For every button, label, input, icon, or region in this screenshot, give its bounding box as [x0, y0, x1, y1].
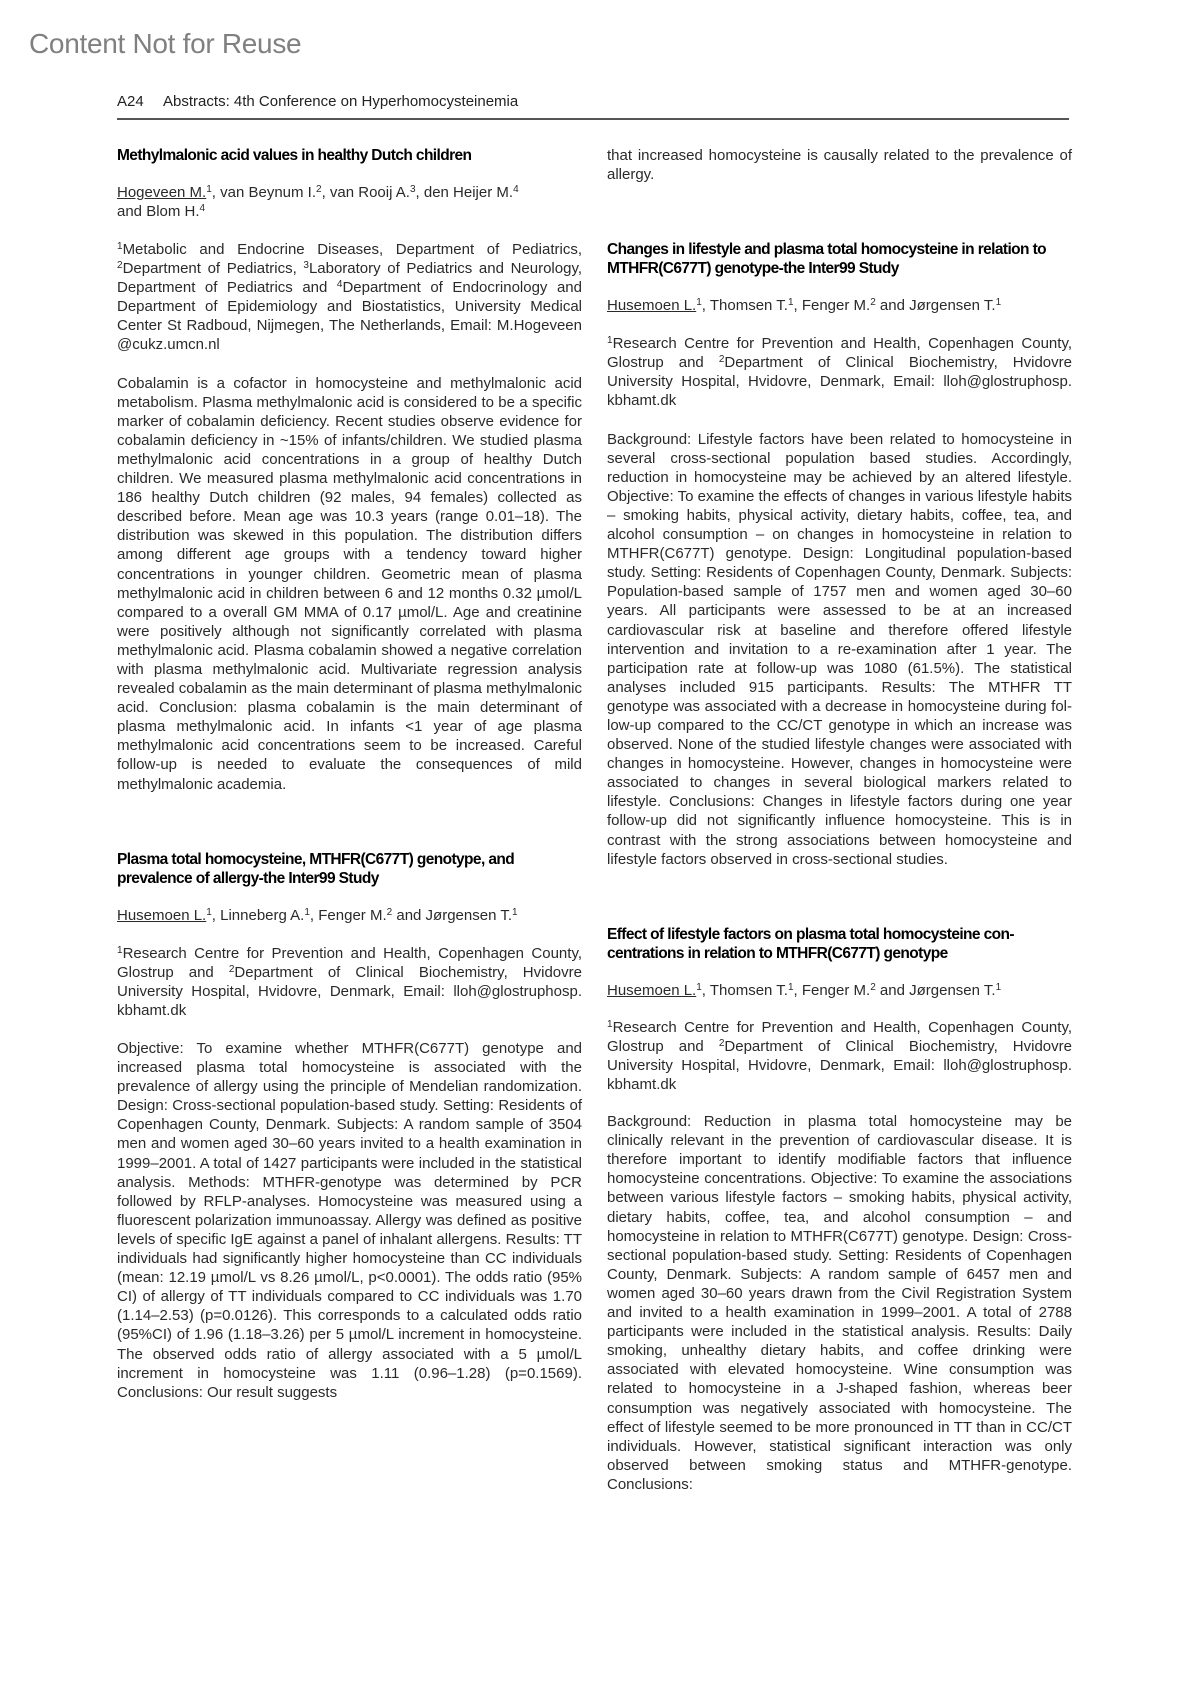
author-list — [607, 981, 1072, 1000]
author: , Thomsen T. — [701, 981, 788, 999]
affil-sup: 1 — [607, 335, 613, 347]
affil-text: Department of Clinical Biochemistry, Hvidovre University Hospital, Hvidovre, Denmark, Email: lloh@glostruphosp. kbhamt.dk — [607, 1037, 1072, 1093]
abstract-title: Effect of lifestyle factors on plasma total homocysteine concentrations in relation to MTHFR(C677T) genotype — [607, 925, 1015, 962]
author-sup: 1 — [206, 184, 212, 195]
affil-text: Research Centre for Prevention and Health, Copenhagen County, Glostrup and — [117, 944, 582, 981]
author-sup: 4 — [199, 203, 206, 214]
author-sup: 3 — [409, 184, 416, 195]
affil-text: Department of Pediatrics, — [122, 260, 304, 278]
author: and Jørgensen T. — [875, 297, 996, 315]
abstract-body: Objective: To examine whether MTHFR(C677T) genotype and increased plasma total homocysteine is associated with the prevalence of allergy using the principle of Mendelian randomization. Design: Cross-sectional population-based study. Setting: Residents of Copenhagen County, Denmark. Subjects: A random sample of 3504 men and women aged 30–60 years invited to a health examination in 1999–2001. A total of 1427 participants were included in the statistical analysis. Methods: MTHFR-genotype was determined by PCR followed by RFLP-analyses. Homocysteine was measured using a fluorescent polarization immunoassay. Allergy was defined as positive levels of specific IgE against a panel of inhalant allergens. Results: TT individuals had significantly higher homocysteine than CC individuals (mean: 12.19 µmol/L vs 8.26 µmol/L, p<0.0001). The odds ratio (95% CI) of allergy of TT individuals compared to CC individuals was 1.70 (1.14–2.53) (p=0.0126). This corresponds to a calculated odds ratio (95%CI) of 1.96 (1.18–3.26) per 5 µmol/L increment in homocysteine. The observed odds ratio of allergy associated with a 5 µmol/L increment in homocysteine was 1.11 (0.96–1.28) (p=0.1569). Conclusions: Our result suggests — [117, 1040, 582, 1401]
abstract-body: Background: Reduction in plasma total homocysteine may be clinically relevant in the prevention of cardiovascular disease. It is therefore important to identify modifiable factors that influence homocysteine concentrations. Objective: To examine the associations between various lifestyle factors – smoking habits, physical activity, dietary habits, coffee, tea, and alcohol consumption – and homocysteine in relation to MTHFR(C677T) genotype. Design: Cross-sectional population-based study. Setting: Residents of Copenhagen County, Denmark. Subjects: A random sample of 6457 men and women aged 30–60 years drawn from the Civil Registration System and invited to a health examination in 1999–2001. A total of 2788 participants were included in the statistical analysis. Results: Daily smoking, unhealthy dietary habits, and coffee drinking were associated with elevated homocysteine. Wine consumption was related to homocysteine in a J-shaped fashion, whereas beer consumption was negatively associated with homocysteine. The effect of lifestyle seemed to be more pronounced in TT than in CC/CT individuals. However, statistical significant interaction was only observed between smoking status and MTHFR-genotype. Conclusions: — [607, 1113, 1072, 1493]
author: , van Rooij A. — [321, 184, 410, 201]
page-number: A24 — [117, 93, 144, 110]
affil-text: Metabolic and Endocrine Diseases, Department of Pediatrics, — [122, 241, 582, 258]
author-sup: 2 — [870, 981, 876, 993]
watermark: Content Not for Reuse — [29, 28, 302, 59]
affil-sup: 2 — [117, 260, 123, 272]
author-list — [607, 296, 1072, 315]
author: and Jørgensen T. — [875, 981, 996, 999]
presenting-author: Husemoen L. — [607, 981, 697, 999]
affiliations — [607, 334, 1072, 410]
affiliations — [607, 1018, 1072, 1094]
author-sup: 1 — [511, 906, 518, 918]
affil-text: Research Centre for Prevention and Health, Copenhagen County, Glostrup and — [607, 1018, 1072, 1055]
abstract-title: Plasma total homocysteine, MTHFR(C677T) genotype, and prevalence of allergy-the Inter99 Study — [117, 850, 515, 887]
affil-text: Department of Clinical Biochemistry, Hvidovre University Hospital, Hvidovre, Denmark, Email: lloh@glostruphosp. kbhamt.dk — [117, 963, 582, 1019]
author: , van Beynum I. — [211, 184, 316, 201]
abstract-lifestyle-changes — [607, 240, 1072, 869]
author-sup: 1 — [995, 297, 1002, 309]
presenting-author: Hogeveen M. — [117, 184, 207, 201]
abstract-allergy — [117, 850, 582, 1402]
author: and Blom H. — [117, 203, 200, 220]
affil-text: Laboratory of Pediatrics and Neurology, Department of Pediatrics and — [117, 260, 582, 297]
left-column — [117, 146, 582, 1402]
author-sup: 1 — [787, 981, 794, 993]
affil-text: Department of Clinical Biochemistry, Hvidovre University Hospital, Hvidovre, Denmark, Email: lloh@glostruphosp. kbhamt.dk — [607, 354, 1072, 410]
author: and Jørgensen T. — [392, 906, 512, 924]
affiliations — [117, 240, 582, 355]
author: , den Heijer M. — [415, 184, 514, 201]
author-sup: 1 — [696, 297, 702, 309]
author-sup: 1 — [787, 297, 794, 309]
abstract-title: Changes in lifestyle and plasma total homocysteine in relation to MTHFR(C677T) genotype-the Inter99 Study — [607, 241, 1047, 278]
affiliations — [117, 944, 582, 1020]
author: , Fenger M. — [793, 981, 871, 999]
journal-title: Abstracts: 4th Conference on Hyperhomocysteinemia — [163, 93, 519, 110]
affil-sup: 2 — [228, 963, 235, 975]
right-column — [607, 146, 1072, 1494]
abstract-lifestyle-factors — [607, 925, 1072, 1494]
affil-sup: 3 — [303, 260, 309, 272]
author: , Fenger M. — [309, 906, 387, 924]
author: , Fenger M. — [793, 297, 871, 315]
abstract-methylmalonic — [117, 146, 582, 794]
abstract-body-continued: that increased homocysteine is causally related to the prevalence of allergy. — [607, 147, 1072, 184]
abstract-body: Cobalamin is a cofactor in homocysteine and methylmalonic acid metabolism. Plasma methylmalonic acid is considered to be a specific marker of cobalamin deficiency. Recent studies observe evidence for cobalamin deficiency in ~15% of infants/children. We studied plasma methylmalonic acid concentrations in a group of healthy Dutch children. We measured plasma methylmalonic acid concentrations in 186 healthy Dutch children (92 males, 94 females) collected as described before. Mean age was 10.3 years (range 0.01–18). The distribution was skewed in this population. The distribution differs among different age groups with a tendency toward higher concentrations in younger children. Geometric mean of plasma methylmalonic acid in children between 6 and 12 months 0.32 µmol/L compared to a overall GM MMA of 0.17 µmol/L. Age and creatinine were positively although not significantly correlated with plasma methylmalonic acid. Plasma cobalamin showed a negative correlation with plasma methylmalonic acid. Multivariate regression analysis revealed cobalamin as the main determinant of plasma methylmalonic acid. Conclusion: plasma cobalamin is the main determinant of plasma methylmalonic acid. In infants <1 year of age plasma methylmalonic acid concentrations seem to be increased. Careful follow-up is needed to evaluate the consequences of mild methylmalonic academia. — [117, 374, 582, 793]
presenting-author: Husemoen L. — [607, 297, 697, 315]
affil-sup: 1 — [117, 241, 123, 252]
author-sup: 2 — [386, 906, 393, 918]
affil-sup: 2 — [718, 354, 725, 366]
author: , Thomsen T. — [701, 297, 788, 315]
author-sup: 2 — [870, 297, 876, 309]
author-sup: 1 — [206, 906, 212, 918]
affil-text: Department of Endocrinology and Department of Epidemiology and Biostatistics, University Medical Center St Radboud, Nijmegen, The Netherlands, Email: M.Hogeveen @cukz.umcn.nl — [117, 279, 582, 354]
header-rule — [117, 118, 1069, 120]
affil-sup: 4 — [336, 279, 343, 291]
author-sup: 4 — [513, 184, 519, 195]
author-sup: 2 — [316, 184, 322, 195]
affil-sup: 1 — [607, 1018, 613, 1030]
author-sup: 1 — [995, 981, 1002, 993]
presenting-author: Husemoen L. — [117, 906, 207, 924]
running-head — [117, 93, 518, 110]
author-list — [117, 183, 582, 221]
author-list — [117, 906, 582, 925]
author-sup: 1 — [696, 981, 702, 993]
affil-text: Research Centre for Prevention and Health, Copenhagen County, Glostrup and — [607, 335, 1072, 372]
abstract-body: Background: Lifestyle factors have been related to homocysteine in several cross-sectional population based studies. Accordingly, reduction in homocysteine may be achieved by an altered lifestyle. Objective: To examine the effects of changes in various lifestyle habits – smoking habits, physical activity, dietary habits, coffee, tea, and alcohol consumption – on changes in homocysteine in relation to MTHFR(C677T) genotype. Design: Longitudinal population-based study. Setting: Residents of Copenhagen County, Denmark. Subjects: Population-based sample of 1757 men and women aged 30–60 years. All participants were assessed to be at an increased cardiovascular risk at baseline and therefore offered lifestyle intervention and invitation to a re-examination after 1 year. The participation rate at follow-up was 1080 (61.5%). The statistical analyses included 915 participants. Results: The MTHFR TT genotype was associated with a decrease in homocysteine during follow-up compared to the CC/CT genotype in which an increase was observed. None of the studied lifestyle changes were associated with changes in homocysteine. However, changes in homocysteine were associated to changes in several biological markers related to lifestyle. Conclusions: Changes in lifestyle factors during one year follow-up did not significantly influence homocysteine. This is in contrast with the strong associations between homocysteine and lifestyle factors observed in cross-sectional studies. — [607, 430, 1072, 868]
affil-sup: 1 — [117, 944, 123, 956]
affil-sup: 2 — [718, 1037, 725, 1049]
abstract-title: Methylmalonic acid values in healthy Dutch children — [117, 147, 472, 164]
author-sup: 1 — [304, 906, 310, 918]
author: , Linneberg A. — [211, 906, 305, 924]
